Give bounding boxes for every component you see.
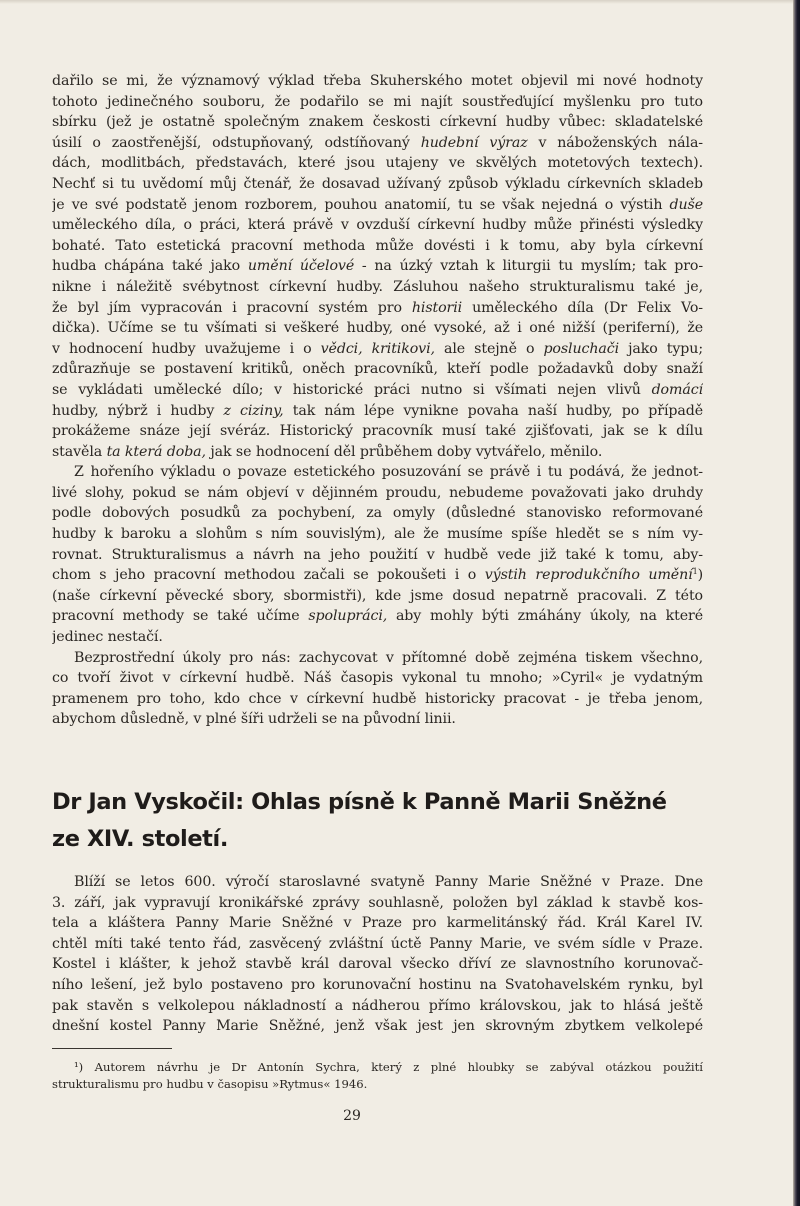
text-run: strukturalismu pro hudbu v časopisu »Rytmus« 1946. [52,1077,368,1091]
page-top-shadow [0,0,800,4]
text-run: úsilí o zaostřenější, odstupňovaný, odstíňovaný [52,134,421,151]
text-line [52,256,703,277]
text-line [52,483,703,504]
text-line [52,709,703,730]
emphasis-text: hudební výraz [420,134,528,151]
text-line [52,195,703,216]
text-run: hudby, nýbrž i hudby [52,402,224,419]
text-line [52,586,703,607]
text-run: se vykládati umělecké dílo; v historické práci nutno si všímati nejen vlivů [52,381,652,398]
text-run: uměleckého díla (Dr Felix Vo- [462,299,703,316]
text-run: jak se hodnocení děl průběhem doby vytvářelo, měnilo. [205,443,603,460]
text-run: tak nám lépe vynikne povaha naší hudby, po případě [283,402,703,419]
emphasis-text: vědci, kritikovi, [320,340,435,357]
text-run: - na úzký vztah k liturgii tu myslím; tak pro- [354,258,703,275]
text-run: tela a kláštera Panny Marie Sněžné v Praze pro karmelitánský řád. Král Karel IV. [52,915,703,932]
emphasis-text: posluchači [543,340,620,357]
text-run: zdůrazňuje se postavení kritiků, oněch pracovníků, kteří podle požadavků doby snaží [52,361,703,378]
text-line [52,359,703,380]
text-run: chtěl míti také tento řád, zasvěcený zvláštní úctě Panny Marie, ve svém sídle v Praze. [52,935,703,952]
emphasis-text: ta která doba, [106,443,206,460]
book-edge-shadow [793,0,800,1206]
text-run: Kostel i klášter, k jehož stavbě král daroval všecko dříví ze slavnostního korunovač- [52,956,703,973]
text-line [52,1076,703,1093]
footnote [52,1059,703,1093]
text-line [52,668,703,689]
text-run: podle dobových posudků za pochybení, za omyly (důsledné stanovisko reformované [52,505,703,522]
text-run: v náboženských nála- [527,134,703,151]
text-line [52,872,703,893]
text-line [52,112,703,133]
text-line [52,92,703,113]
emphasis-text: duše [669,196,703,213]
emphasis-text: spolupráci, [308,608,388,625]
text-run: Bezprostřední úkoly pro nás: zachycovat v přítomné době zejména tiskem všechno, [74,649,703,666]
text-run: že byl jím vypracován i pracovní systém pro [52,299,412,316]
text-run: ale stejně o [434,340,544,357]
text-line [52,421,703,442]
text-line [52,545,703,566]
text-run: v hodnocení hudby uvažujeme i o [52,340,321,357]
text-line [52,380,703,401]
text-line [52,401,703,422]
text-run: co tvoří život v církevní hudbě. Náš časopis vykonal tu mnoho; »Cyril« je vydatným [52,670,703,687]
text-run: Blíží se letos 600. výročí staroslavné svatyně Panny Marie Sněžné v Praze. Dne [74,874,703,890]
text-line [52,1016,703,1037]
text-run: dička). Učíme se tu všímati si veškeré hudby, oné vysoké, až i oné nižší (periferní), že [52,320,703,337]
text-run: pracovní methody se také učíme [52,608,309,625]
emphasis-text: domácí [651,381,703,398]
text-line [52,565,703,586]
emphasis-text: umění účelové [247,258,355,275]
text-run: dnešní kostel Panny Marie Sněžné, jenž však jest jen skrovným zbytkem velkolepé [52,1018,703,1035]
text-line [52,339,703,360]
text-line [52,975,703,996]
text-line [52,1059,703,1076]
text-line [52,954,703,975]
text-line [52,503,703,524]
text-line [52,627,703,648]
text-run: Nechť si tu uvědomí můj čtenář, že dosavad užívaný způsob výkladu církevních skladeb [52,175,703,192]
article-body-text [52,872,703,1037]
text-run: ního lešení, jež bylo postaveno pro korunovační hostinu na Svatohavelském rynku, byl [52,976,703,993]
text-run: dařilo se mi, že významový výklad třeba Skuherského motet objevil mi nové hodnoty [52,73,703,89]
emphasis-text: výstih reprodukčního umění [484,567,693,584]
text-line [52,442,703,463]
text-line [52,133,703,154]
text-line [52,236,703,257]
text-run: abychom důsledně, v plné šíři udrželi se na původní linii. [52,711,456,728]
text-run: bohaté. Tato estetická pracovní methoda může dovésti i k tomu, aby byla církevní [52,237,703,254]
text-run: ) [697,567,703,584]
text-run: stavěla [52,443,107,460]
emphasis-text: z ciziny, [223,402,284,419]
text-run: 3. září, jak vypravují kronikářské zprávy souhlasně, položen byl základ k stavbě kos- [52,894,703,911]
text-line [52,913,703,934]
text-line [52,298,703,319]
text-line [52,606,703,627]
text-run: hudba chápána také jako [52,258,248,275]
text-run: jako typu; [619,340,703,357]
emphasis-text: historii [411,299,463,316]
text-line [52,996,703,1017]
text-run: pramenem pro toho, kdo chce v církevní hudbě historicky pracovat - je třeba jenom, [52,690,703,707]
text-line [52,215,703,236]
article-title-line-2: ze XIV. století. [52,826,228,852]
text-line [52,648,703,669]
text-run: je ve své podstatě jenom rozborem, pouhou anatomií, tu se však nejedná o výstih [52,196,670,213]
footnote-divider [52,1048,172,1049]
text-run: ¹) Autorem návrhu je Dr Antonín Sychra, který z plné hloubky se zabýval otázkou použití [74,1060,703,1074]
text-line [52,893,703,914]
footnote-reference: 1 [692,567,698,577]
text-run: pak stavěn s velkolepou nákladností a nádherou přímo královskou, jak to hlásá ještě [52,997,703,1014]
text-run: hudby k baroku a slohům s ním souvislým), ale že musíme spíše hledět se s ním vy- [52,526,703,543]
text-run: prokážeme snáze její svéráz. Historický pracovník musí také zjišťovati, jak se k dílu [52,423,703,440]
text-run: (naše církevní pěvecké sbory, sbormistři), kde jsme dosud nepatrně pracovali. Z této [52,587,703,604]
intro-body-text [52,71,703,730]
text-run: jedinec nestačí. [52,629,163,646]
text-line [52,71,703,92]
text-run: sbírku (jež je ostatně společným znakem českosti církevní hudby vůbec: skladatelské [52,114,703,131]
text-run: rovnat. Strukturalismus a návrh na jeho použití v hudbě vede již také k tomu, aby- [52,546,703,563]
text-line [52,689,703,710]
text-run: Z hořeního výkladu o povaze estetického posuzování se právě i tu podává, že jednot- [74,464,703,481]
text-run: chom s jeho pracovní methodou začali se pokoušeti i o [52,567,485,584]
text-run: uměleckého díla, o práci, která právě v ovzduší církevní hudby může přinésti výsledky [52,217,703,234]
page-number: 29 [343,1108,361,1124]
text-line [52,318,703,339]
text-run: dách, modlitbách, představách, které jsou utajeny ve skvělých motetových textech). [52,155,703,172]
text-line [52,277,703,298]
text-run: livé slohy, pokud se nám objeví v dějinném proudu, nebudeme považovati jako druhdy [52,484,703,501]
text-run: nikne i náležitě svébytnost církevní hudby. Zásluhou našeho strukturalismu také je, [52,278,703,295]
text-line [52,174,703,195]
text-run: tohoto jedinečného souboru, že podařilo se mi najít soustřeďující myšlenku pro tuto [52,93,703,110]
text-run: aby mohly býti zmáhány úkoly, na které [387,608,703,625]
text-line [52,462,703,483]
text-line [52,153,703,174]
text-line [52,524,703,545]
article-title-line-1: Dr Jan Vyskočil: Ohlas písně k Panně Marii Sněžné [52,789,667,815]
text-line [52,934,703,955]
article-heading [52,784,712,858]
